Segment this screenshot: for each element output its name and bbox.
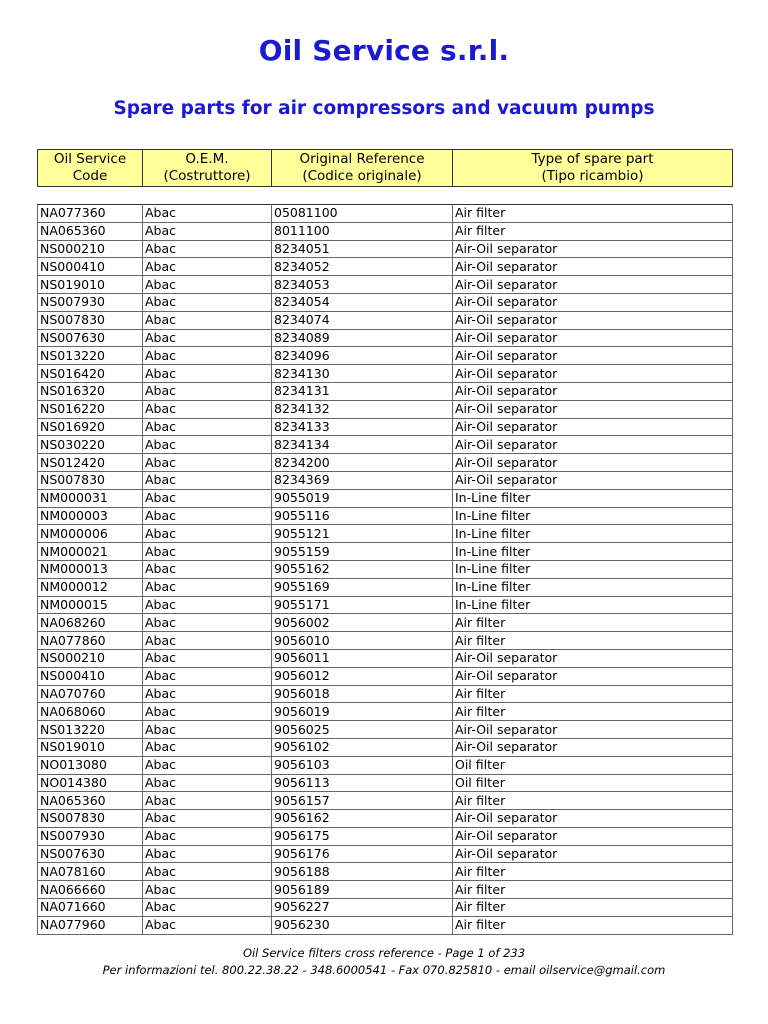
oem-cell: Abac [143,205,272,223]
original-reference-cell: 8234131 [272,382,453,400]
table-row [38,454,733,472]
table-row [38,899,733,917]
oil-service-code-cell: NS007830 [38,810,143,828]
oem-cell: Abac [143,738,272,756]
original-reference-cell: 9055159 [272,543,453,561]
spare-part-type-cell: Air-Oil separator [453,845,733,863]
spare-part-type-cell: Air-Oil separator [453,311,733,329]
header-col1-line1: Oil Service [53,151,127,167]
spare-part-type-cell: Air-Oil separator [453,276,733,294]
spare-part-type-cell: Air filter [453,792,733,810]
header-col3-line2: (Codice originale) [302,168,422,184]
table-row [38,774,733,792]
oil-service-code-cell: NS013220 [38,721,143,739]
oem-cell: Abac [143,578,272,596]
oem-cell: Abac [143,792,272,810]
oil-service-code-cell: NS007930 [38,827,143,845]
oil-service-code-cell: NS000210 [38,649,143,667]
header-col3-line1: Original Reference [299,151,425,167]
oem-cell: Abac [143,774,272,792]
spare-part-type-cell: In-Line filter [453,543,733,561]
oil-service-code-cell: NA068060 [38,703,143,721]
table-row [38,916,733,934]
table-row [38,810,733,828]
original-reference-cell: 9056002 [272,614,453,632]
spare-part-type-cell: Air-Oil separator [453,329,733,347]
header-type-of-spare-part [453,150,733,187]
oil-service-code-cell: NA068260 [38,614,143,632]
oil-service-code-cell: NS013220 [38,347,143,365]
original-reference-cell: 9056176 [272,845,453,863]
spare-part-type-cell: Air filter [453,881,733,899]
original-reference-cell: 9055116 [272,507,453,525]
oem-cell: Abac [143,489,272,507]
oil-service-code-cell: NS019010 [38,738,143,756]
table-row [38,596,733,614]
header-oem [143,150,272,187]
table-row [38,436,733,454]
spare-part-type-cell: Air-Oil separator [453,649,733,667]
table-row [38,667,733,685]
oem-cell: Abac [143,649,272,667]
page-subtitle: Spare parts for air compressors and vacuum pumps [113,98,655,119]
spare-part-type-cell: Air-Oil separator [453,400,733,418]
table-row [38,329,733,347]
oem-cell: Abac [143,400,272,418]
oil-service-code-cell: NM000021 [38,543,143,561]
oil-service-code-cell: NM000003 [38,507,143,525]
table-row [38,418,733,436]
original-reference-cell: 9056230 [272,916,453,934]
oem-cell: Abac [143,293,272,311]
original-reference-cell: 9056162 [272,810,453,828]
spare-part-type-cell: In-Line filter [453,578,733,596]
oem-cell: Abac [143,382,272,400]
spare-part-type-cell: Air filter [453,703,733,721]
original-reference-cell: 9055169 [272,578,453,596]
oil-service-code-cell: NM000015 [38,596,143,614]
original-reference-cell: 8234054 [272,293,453,311]
oil-service-code-cell: NS007830 [38,471,143,489]
oem-cell: Abac [143,222,272,240]
oem-cell: Abac [143,596,272,614]
spare-part-type-cell: Oil filter [453,774,733,792]
original-reference-cell: 8234074 [272,311,453,329]
table-row [38,222,733,240]
original-reference-cell: 9056018 [272,685,453,703]
oem-cell: Abac [143,347,272,365]
original-reference-cell: 9056025 [272,721,453,739]
spare-part-type-cell: In-Line filter [453,596,733,614]
oil-service-code-cell: NA077360 [38,205,143,223]
spare-part-type-cell: Air-Oil separator [453,293,733,311]
spare-part-type-cell: Air filter [453,205,733,223]
oil-service-code-cell: NS000410 [38,667,143,685]
oil-service-code-cell: NA077960 [38,916,143,934]
oil-service-code-cell: NA065360 [38,222,143,240]
spare-part-type-cell: In-Line filter [453,525,733,543]
footer-page-info: Oil Service filters cross reference - Page 1 of 233 [242,946,526,960]
table-row [38,382,733,400]
original-reference-cell: 9056011 [272,649,453,667]
spare-part-type-cell: Air-Oil separator [453,436,733,454]
table-row [38,703,733,721]
table-row [38,205,733,223]
original-reference-cell: 8234052 [272,258,453,276]
table-row [38,525,733,543]
table-row [38,276,733,294]
original-reference-cell: 9056189 [272,881,453,899]
table-row [38,632,733,650]
original-reference-cell: 9056188 [272,863,453,881]
header-table [37,149,733,187]
spare-part-type-cell: Air-Oil separator [453,454,733,472]
table-row [38,543,733,561]
oem-cell: Abac [143,632,272,650]
oil-service-code-cell: NS016920 [38,418,143,436]
original-reference-cell: 8011100 [272,222,453,240]
oil-service-code-cell: NS030220 [38,436,143,454]
oil-service-code-cell: NM000031 [38,489,143,507]
spare-part-type-cell: Oil filter [453,756,733,774]
oil-service-code-cell: NS000410 [38,258,143,276]
original-reference-cell: 8234053 [272,276,453,294]
oem-cell: Abac [143,703,272,721]
oem-cell: Abac [143,827,272,845]
spare-part-type-cell: Air-Oil separator [453,721,733,739]
header-oil-service-code [38,150,143,187]
table-row [38,471,733,489]
spare-part-type-cell: Air-Oil separator [453,827,733,845]
original-reference-cell: 8234132 [272,400,453,418]
original-reference-cell: 8234134 [272,436,453,454]
oem-cell: Abac [143,329,272,347]
table-row [38,649,733,667]
table-row [38,258,733,276]
header-col4-line2: (Tipo ricambio) [541,168,644,184]
table-row [38,400,733,418]
parts-table-body [38,205,733,935]
header-col2-line2: (Costruttore) [163,168,251,184]
table-row [38,347,733,365]
original-reference-cell: 9056102 [272,738,453,756]
oem-cell: Abac [143,311,272,329]
table-row [38,756,733,774]
spare-part-type-cell: Air-Oil separator [453,810,733,828]
table-row [38,614,733,632]
table-row [38,507,733,525]
header-col2-line1: O.E.M. [185,151,229,167]
spare-part-type-cell: Air-Oil separator [453,240,733,258]
oil-service-code-cell: NS016320 [38,382,143,400]
table-row [38,721,733,739]
table-row [38,863,733,881]
spare-part-type-cell: Air-Oil separator [453,667,733,685]
spare-part-type-cell: Air filter [453,899,733,917]
oil-service-code-cell: NS016220 [38,400,143,418]
page-title: Oil Service s.r.l. [258,34,510,67]
table-row [38,311,733,329]
oil-service-code-cell: NS007630 [38,845,143,863]
original-reference-cell: 8234051 [272,240,453,258]
oem-cell: Abac [143,899,272,917]
oem-cell: Abac [143,543,272,561]
original-reference-cell: 9056010 [272,632,453,650]
original-reference-cell: 9056113 [272,774,453,792]
original-reference-cell: 9055019 [272,489,453,507]
spare-part-type-cell: In-Line filter [453,560,733,578]
table-row [38,685,733,703]
oil-service-code-cell: NM000006 [38,525,143,543]
spare-part-type-cell: Air filter [453,916,733,934]
original-reference-cell: 9056227 [272,899,453,917]
original-reference-cell: 9056012 [272,667,453,685]
oem-cell: Abac [143,881,272,899]
oem-cell: Abac [143,863,272,881]
spare-part-type-cell: Air-Oil separator [453,258,733,276]
oem-cell: Abac [143,258,272,276]
oem-cell: Abac [143,685,272,703]
oil-service-code-cell: NM000013 [38,560,143,578]
table-row [38,365,733,383]
spare-part-type-cell: Air filter [453,863,733,881]
oil-service-code-cell: NS016420 [38,365,143,383]
table-row [38,240,733,258]
header-col1-line2: Code [72,168,108,184]
spare-part-type-cell: Air filter [453,632,733,650]
original-reference-cell: 9056019 [272,703,453,721]
original-reference-cell: 8234133 [272,418,453,436]
table-row [38,792,733,810]
original-reference-cell: 8234369 [272,471,453,489]
original-reference-cell: 8234089 [272,329,453,347]
oem-cell: Abac [143,240,272,258]
oem-cell: Abac [143,454,272,472]
oem-cell: Abac [143,916,272,934]
oem-cell: Abac [143,276,272,294]
oem-cell: Abac [143,436,272,454]
footer-contact-info: Per informazioni tel. 800.22.38.22 - 348.6000541 - Fax 070.825810 - email oilservice@gmail.com [102,963,666,977]
spare-part-type-cell: Air-Oil separator [453,471,733,489]
original-reference-cell: 05081100 [272,205,453,223]
table-row [38,738,733,756]
oem-cell: Abac [143,845,272,863]
spare-part-type-cell: Air-Oil separator [453,347,733,365]
oem-cell: Abac [143,756,272,774]
oil-service-code-cell: NA065360 [38,792,143,810]
oil-service-code-cell: NO014380 [38,774,143,792]
oil-service-code-cell: NS012420 [38,454,143,472]
spare-part-type-cell: Air-Oil separator [453,382,733,400]
original-reference-cell: 9055121 [272,525,453,543]
parts-table [37,204,733,935]
header-original-reference [272,150,453,187]
table-row [38,293,733,311]
oil-service-code-cell: NA066660 [38,881,143,899]
oem-cell: Abac [143,418,272,436]
original-reference-cell: 8234200 [272,454,453,472]
oil-service-code-cell: NO013080 [38,756,143,774]
oil-service-code-cell: NS007930 [38,293,143,311]
oem-cell: Abac [143,614,272,632]
header-col4-line1: Type of spare part [531,151,654,167]
original-reference-cell: 8234096 [272,347,453,365]
oil-service-code-cell: NA070760 [38,685,143,703]
oem-cell: Abac [143,810,272,828]
original-reference-cell: 9056175 [272,827,453,845]
original-reference-cell: 9055162 [272,560,453,578]
oil-service-code-cell: NS000210 [38,240,143,258]
spare-part-type-cell: Air-Oil separator [453,418,733,436]
original-reference-cell: 9056157 [272,792,453,810]
table-row [38,489,733,507]
oil-service-code-cell: NA077860 [38,632,143,650]
spare-part-type-cell: In-Line filter [453,507,733,525]
original-reference-cell: 9055171 [272,596,453,614]
spare-part-type-cell: Air-Oil separator [453,365,733,383]
oil-service-code-cell: NM000012 [38,578,143,596]
oil-service-code-cell: NS007630 [38,329,143,347]
spare-part-type-cell: Air filter [453,614,733,632]
table-row [38,845,733,863]
original-reference-cell: 8234130 [272,365,453,383]
spare-part-type-cell: Air-Oil separator [453,738,733,756]
spare-part-type-cell: Air filter [453,685,733,703]
oem-cell: Abac [143,560,272,578]
oem-cell: Abac [143,667,272,685]
oem-cell: Abac [143,721,272,739]
oil-service-code-cell: NA078160 [38,863,143,881]
spare-part-type-cell: Air filter [453,222,733,240]
original-reference-cell: 9056103 [272,756,453,774]
oil-service-code-cell: NA071660 [38,899,143,917]
spare-part-type-cell: In-Line filter [453,489,733,507]
table-row [38,881,733,899]
oem-cell: Abac [143,525,272,543]
oil-service-code-cell: NS007830 [38,311,143,329]
table-row [38,827,733,845]
table-row [38,560,733,578]
oem-cell: Abac [143,365,272,383]
oil-service-code-cell: NS019010 [38,276,143,294]
oem-cell: Abac [143,471,272,489]
oem-cell: Abac [143,507,272,525]
table-row [38,578,733,596]
